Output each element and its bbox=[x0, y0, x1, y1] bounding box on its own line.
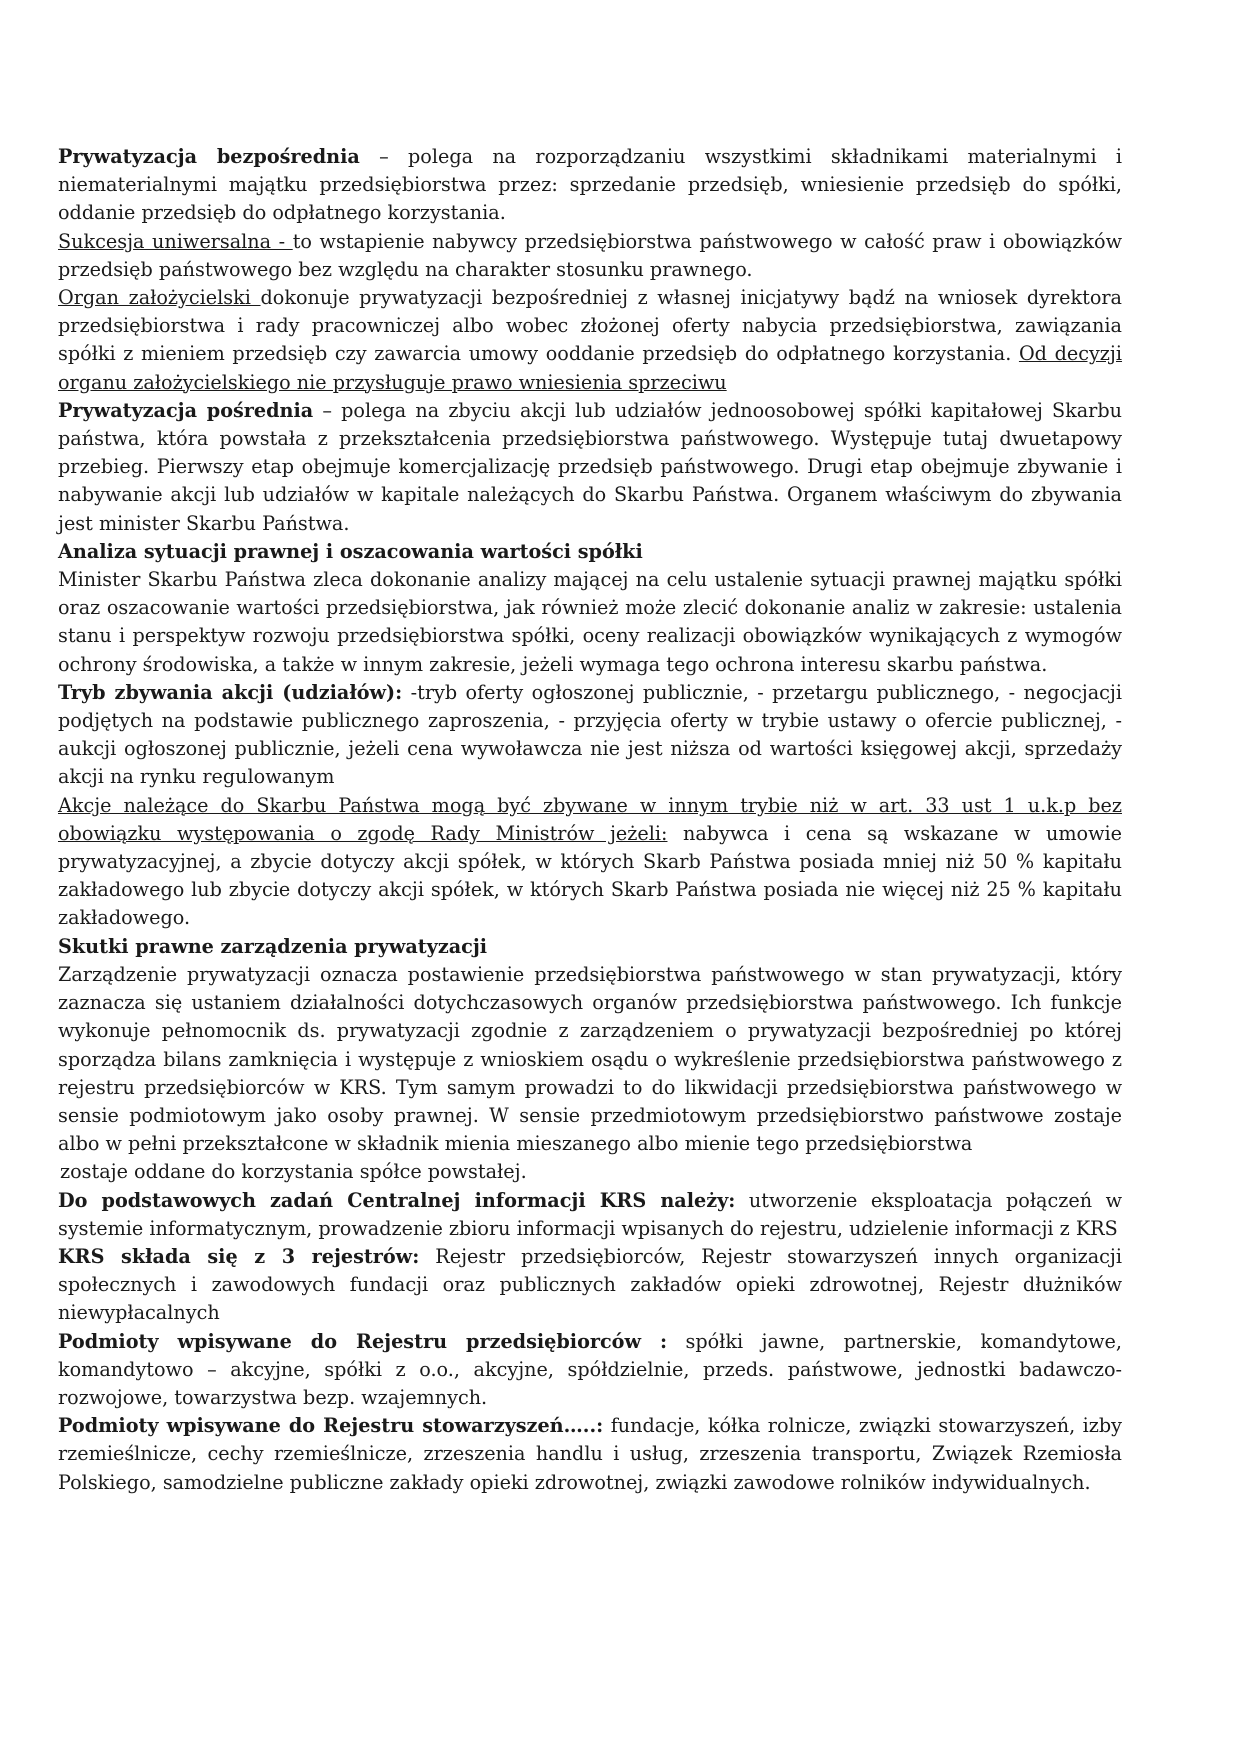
term-heading: KRS składa się z 3 rejestrów: bbox=[58, 1244, 420, 1268]
underlined-term: Organ założycielski bbox=[58, 286, 261, 310]
paragraph-text: -tryb oferty ogłoszonej publicznie, - przetargu publicznego, - negocjacji podjętych na podstawie publicznego zaproszenia, - przyjęcia oferty w trybie ustawy o ofercie publicznej, - aukcji ogłoszonej publicznie, jeżeli cena wywoławcza nie jest niższa od wartości księgowej akcji, sprzedaży akcji na rynku regulowanym bbox=[58, 680, 1122, 789]
term-heading: Do podstawowych zadań Centralnej informacji KRS należy: bbox=[58, 1188, 736, 1212]
paragraph-centralna-informacja bbox=[58, 1187, 1122, 1243]
paragraph-skutki-continued: zostaje oddane do korzystania spółce powstałej. bbox=[60, 1160, 527, 1184]
paragraph-text: utworzenie eksploatacja połączeń w systemie informatycznym, prowadzenie zbioru informacji wpisanych do rejestru, udzielenie informacji z KRS bbox=[58, 1188, 1123, 1240]
paragraph-text: spółki jawne, partnerskie, komandytowe, komandytowo – akcyjne, spółki z o.o., akcyjne, spółdzielnie, przeds. państwowe, jednostki badawczo-rozwojowe, towarzystwa bezp. wzajemnych. bbox=[58, 1329, 1122, 1409]
paragraph-text: dokonuje prywatyzacji bezpośredniej z własnej inicjatywy bądź na wniosek dyrektora przedsiębiorstwa i rady pracowniczej albo wobec złożonej oferty nabycia przedsiębiorstwa, zawiązania spółki z mieniem przedsięb czy zawarcia umowy ooddanie przedsięb do odpłatnego korzystania. bbox=[58, 286, 1123, 366]
document-page bbox=[58, 143, 1122, 1497]
paragraph-analiza: Minister Skarbu Państwa zleca dokonanie analizy mającej na celu ustalenie sytuacji prawnej majątku spółki oraz oszacowanie wartości przedsiębiorstwa, jak również może zlecić dokonanie analiz w zakresie: ustalenia stanu i perspektyw rozwoju przedsiębiorstwa spółki, oceny realizacji obowiązków wynikających z wymogów ochrony środowiska, a także w innym zakresie, jeżeli wymaga tego ochrona interesu skarbu państwa. bbox=[58, 568, 1122, 676]
underlined-term: Sukcesja uniwersalna - bbox=[58, 229, 293, 253]
term-heading: Podmioty wpisywane do Rejestru przedsiębiorców : bbox=[58, 1329, 668, 1353]
paragraph-prywatyzacja-posrednia bbox=[58, 397, 1122, 538]
paragraph-prywatyzacja-bezposrednia bbox=[58, 143, 1122, 228]
paragraph-krs-rejestry bbox=[58, 1243, 1122, 1328]
underlined-sentence: Akcje należące do Skarbu Państwa mogą być zbywane w innym trybie niż w art. 33 ust 1 u.k.p bez obowiązku występowania o zgodę Rady Ministrów jeżeli: bbox=[58, 793, 1122, 845]
term-heading: Prywatyzacja bezpośrednia bbox=[58, 145, 360, 168]
paragraph-rejestr-stowarzyszen bbox=[58, 1412, 1122, 1497]
paragraph-tryb-zbywania bbox=[58, 679, 1122, 792]
paragraph-akcje-skarbu bbox=[58, 792, 1122, 933]
paragraph-text: fundacje, kółka rolnicze, związki stowarzyszeń, izby rzemieślnicze, cechy rzemieślnicze, zrzeszenia handlu i usług, zrzeszenia transportu, Związek Rzemiosła Polskiego, samodzielne publiczne zakłady opieki zdrowotnej, związki zawodowe rolników indywidualnych. bbox=[58, 1414, 1123, 1494]
paragraph-text: – polega na rozporządzaniu wszystkimi składnikami materialnymi i niematerialnymi majątku przedsiębiorstwa przez: sprzedanie przedsięb, wniesienie przedsięb do spółki, oddanie przedsięb do odpłatnego korzystania. bbox=[58, 145, 1123, 225]
term-heading: Prywatyzacja pośrednia bbox=[58, 398, 314, 422]
paragraph-rejestr-przedsiebiorcow bbox=[58, 1328, 1122, 1413]
paragraph-text: to wstapienie nabywcy przedsiębiorstwa państwowego w całość praw i obowiązków przedsięb państwowego bez względu na charakter stosunku prawnego. bbox=[58, 229, 1122, 281]
paragraph-text: nabywca i cena są wskazane w umowie prywatyzacyjnej, a zbycie dotyczy akcji spółek, w których Skarb Państwa posiada mniej niż 50 % kapitału zakładowego lub zbycie dotyczy akcji spółek, w których Skarb Państwa posiada nie więcej niż 25 % kapitału zakładowego. bbox=[58, 821, 1123, 930]
term-heading: Tryb zbywania akcji (udziałów): bbox=[58, 680, 403, 704]
section-heading-skutki: Skutki prawne zarządzenia prywatyzacji bbox=[58, 934, 488, 958]
paragraph-sukcesja bbox=[58, 228, 1122, 284]
paragraph-skutki: Zarządzenie prywatyzacji oznacza postawienie przedsiębiorstwa państwowego w stan prywatyzacji, który zaznacza się ustaniem działalności dotychczasowych organów przedsiębiorstwa państwowego. Ich funkcje wykonuje pełnomocnik ds. prywatyzacji zgodnie z zarządzeniem o prywatyzacji bezpośredniej po której sporządza bilans zamknięcia i występuje z wnioskiem osądu o wykreślenie przedsiębiorstwa państwowego z rejestru przedsiębiorców w KRS. Tym samym prowadzi to do likwidacji przedsiębiorstwa państwowego w sensie podmiotowym jako osoby prawnej. W sensie przedmiotowym przedsiębiorstwo państwowe zostaje albo w pełni przekształcone w składnik mienia mieszanego albo mienie tego przedsiębiorstwa bbox=[58, 962, 1122, 1156]
paragraph-organ-zalozycielski bbox=[58, 284, 1122, 397]
term-heading: Podmioty wpisywane do Rejestru stowarzyszeń…..: bbox=[58, 1414, 604, 1438]
underlined-sentence: Od decyzji organu założycielskiego nie przysługuje prawo wniesienia sprzeciwu bbox=[58, 342, 1123, 394]
section-heading-analiza: Analiza sytuacji prawnej i oszacowania wartości spółki bbox=[58, 539, 643, 563]
paragraph-text: – polega na zbyciu akcji lub udziałów jednoosobowej spółki kapitałowej Skarbu państwa, która powstała z przekształcenia przedsiębiorstwa państwowego. Występuje tutaj dwuetapowy przebieg. Pierwszy etap obejmuje komercjalizację przedsięb państwowego. Drugi etap obejmuje zbywanie i nabywanie akcji lub udziałów w kapitale należących do Skarbu Państwa. Organem właściwym do zbywania jest minister Skarbu Państwa. bbox=[58, 398, 1122, 535]
paragraph-text: Rejestr przedsiębiorców, Rejestr stowarzyszeń innych organizacji społecznych i zawodowych fundacji oraz publicznych zakładów opieki zdrowotnej, Rejestr dłużników niewypłacalnych bbox=[58, 1244, 1122, 1325]
